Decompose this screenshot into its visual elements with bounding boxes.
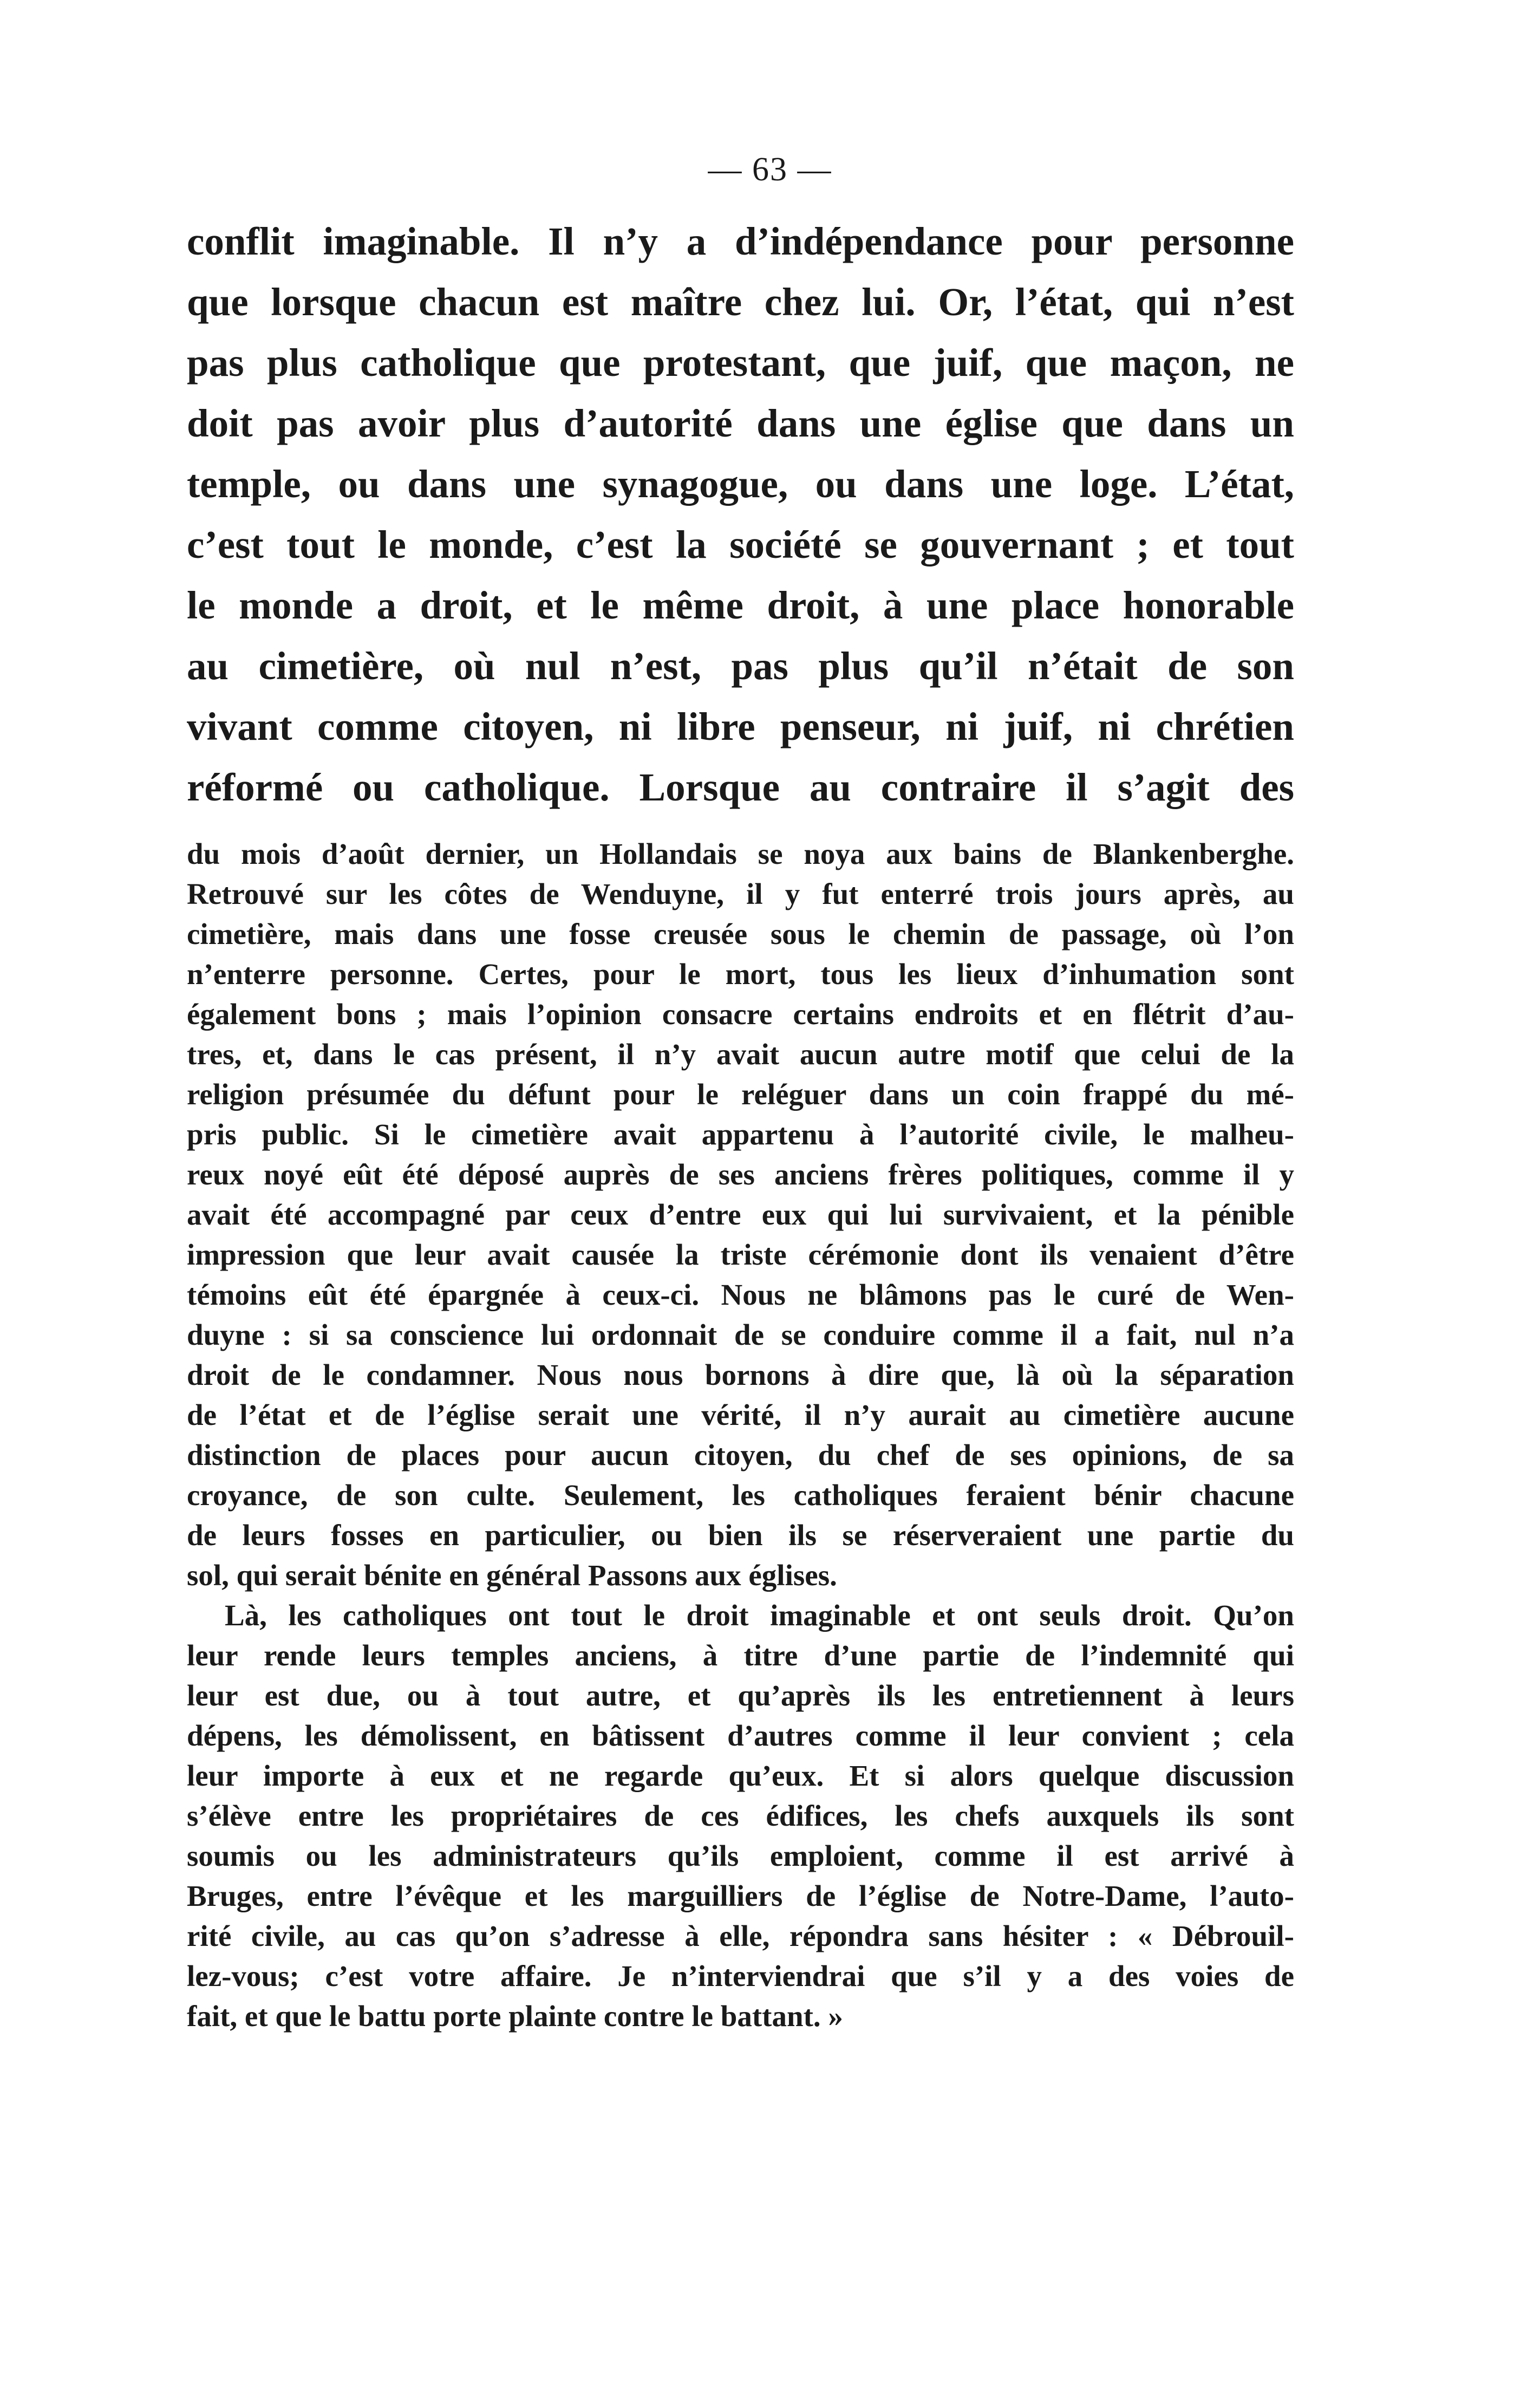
page-number: — 63 — [708,151,832,188]
main-text-line: réformé ou catholique. Lorsque au contraire il s’agit des [187,765,1294,809]
footnote-line: soumis ou les administrateurs qu’ils emploient, comme il est arrivé à [187,1839,1294,1872]
footnote-line: cimetière, mais dans une fosse creusée sous le chemin de passage, où l’on [187,917,1294,950]
footnote-line: sol, qui serait bénite en général Passons aux églises. [187,1559,837,1592]
footnote-line: distinction de places pour aucun citoyen, du chef de ses opinions, de sa [187,1438,1294,1472]
main-text-line: conflit imaginable. Il n’y a d’indépendance pour personne [187,219,1294,263]
main-text-line: vivant comme citoyen, ni libre penseur, ni juif, ni chrétien [187,705,1294,748]
footnote-line: leur est due, ou à tout autre, et qu’après ils les entretiennent à leurs [187,1679,1294,1712]
footnote-line: croyance, de son culte. Seulement, les catholiques feraient bénir chacune [187,1479,1294,1512]
footnote-block [187,834,1294,2036]
footnote-line: de leurs fosses en particulier, ou bien ils se réserveraient une partie du [187,1519,1294,1552]
footnote-line: droit de le condamner. Nous nous bornons à dire que, là où la séparation [187,1358,1294,1391]
footnote-line: impression que leur avait causée la triste cérémonie dont ils venaient d’être [187,1238,1294,1271]
footnote-line: duyne : si sa conscience lui ordonnait de se conduire comme il a fait, nul n’a [187,1318,1294,1351]
main-text-line: temple, ou dans une synagogue, ou dans une loge. L’état, [187,462,1294,506]
footnote-line: Bruges, entre l’évêque et les marguilliers de l’église de Notre-Dame, l’auto- [187,1879,1294,1912]
main-text-line: c’est tout le monde, c’est la société se gouvernant ; et tout [187,523,1294,567]
main-text-block [187,211,1294,818]
footnote-line: s’élève entre les propriétaires de ces édifices, les chefs auxquels ils sont [187,1799,1294,1832]
footnote-line: Retrouvé sur les côtes de Wenduyne, il y fut enterré trois jours après, au [187,877,1294,910]
footnote-line: n’enterre personne. Certes, pour le mort, tous les lieux d’inhumation sont [187,958,1294,991]
footnote-line: religion présumée du défunt pour le reléguer dans un coin frappé du mé- [187,1078,1294,1111]
footnote-line: tres, et, dans le cas présent, il n’y avait aucun autre motif que celui de la [187,1038,1294,1071]
footnote-line: dépens, les démolissent, en bâtissent d’autres comme il leur convient ; cela [187,1719,1294,1752]
footnote-line: de l’état et de l’église serait une vérité, il n’y aurait au cimetière aucune [187,1398,1294,1431]
main-text-line: doit pas avoir plus d’autorité dans une église que dans un [187,401,1294,445]
footnote-line: témoins eût été épargnée à ceux-ci. Nous ne blâmons pas le curé de Wen- [187,1278,1294,1311]
footnote-line: fait, et que le battu porte plainte contre le battant. » [187,2000,843,2033]
footnote-line: pris public. Si le cimetière avait appartenu à l’autorité civile, le malheu- [187,1118,1294,1151]
footnote-line: également bons ; mais l’opinion consacre certains endroits et en flétrit d’au- [187,998,1294,1031]
footnote-line: leur rende leurs temples anciens, à titre d’une partie de l’indemnité qui [187,1639,1294,1672]
main-text-line: le monde a droit, et le même droit, à une place honorable [187,583,1294,627]
main-text-line: que lorsque chacun est maître chez lui. Or, l’état, qui n’est [187,280,1294,324]
footnote-line: Là, les catholiques ont tout le droit imaginable et ont seuls droit. Qu’on [225,1599,1294,1632]
main-text-line: pas plus catholique que protestant, que juif, que maçon, ne [187,341,1294,385]
main-text-line: au cimetière, où nul n’est, pas plus qu’il n’était de son [187,644,1294,688]
footnote-line: reux noyé eût été déposé auprès de ses anciens frères politiques, comme il y [187,1158,1294,1191]
footnote-line: rité civile, au cas qu’on s’adresse à elle, répondra sans hésiter : « Débrouil- [187,1919,1294,1952]
footnote-line: du mois d’août dernier, un Hollandais se noya aux bains de Blankenberghe. [187,837,1294,870]
footnote-line: avait été accompagné par ceux d’entre eux qui lui survivaient, et la pénible [187,1198,1294,1231]
footnote-line: leur importe à eux et ne regarde qu’eux. Et si alors quelque discussion [187,1759,1294,1792]
footnote-line: lez-vous; c’est votre affaire. Je n’interviendrai que s’il y a des voies de [187,1959,1294,1993]
